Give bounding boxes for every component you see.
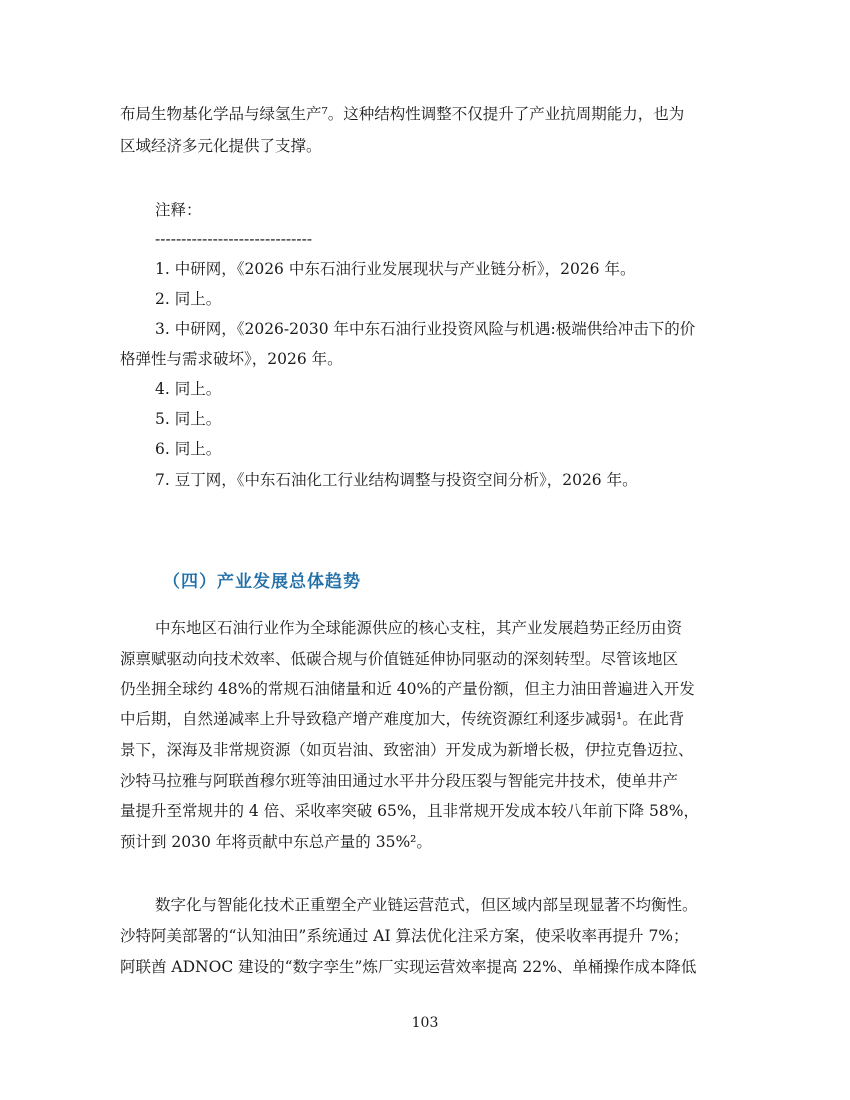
note-item: 1. 中研网，《2026 中东石油行业发展现状与产业链分析》，2026 年。 bbox=[155, 260, 636, 278]
paragraph-line: 阿联酋 ADNOC 建设的“数字孪生”炼厂实现运营效率提高 22%、单桶操作成本降低 bbox=[120, 958, 697, 976]
note-item: 7. 豆丁网，《中东石油化工行业结构调整与投资空间分析》，2026 年。 bbox=[155, 471, 638, 489]
note-item: 4. 同上。 bbox=[155, 380, 222, 398]
section-title: （四）产业发展总体趋势 bbox=[163, 572, 361, 592]
notes-divider: ------------------------------ bbox=[155, 230, 313, 248]
note-item: 6. 同上。 bbox=[155, 440, 222, 458]
paragraph-line: 数字化与智能化技术正重塑全产业链运营范式，但区域内部呈现显著不均衡性。 bbox=[155, 896, 698, 914]
note-item: 2. 同上。 bbox=[155, 290, 222, 308]
paragraph-line: 区域经济多元化提供了支撑。 bbox=[120, 137, 322, 155]
paragraph-line: 中后期，自然递减率上升导致稳产增产难度加大，传统资源红利逐步减弱¹。在此背 bbox=[120, 710, 685, 728]
note-item: 3. 中研网，《2026-2030 年中东石油行业投资风险与机遇:极端供给冲击下的价 bbox=[155, 320, 696, 338]
note-item-continuation: 格弹性与需求破坏》，2026 年。 bbox=[120, 350, 343, 368]
notes-heading: 注释： bbox=[155, 201, 202, 219]
note-item: 5. 同上。 bbox=[155, 410, 222, 428]
paragraph-line: 沙特马拉雅与阿联酋穆尔班等油田通过水平井分段压裂与智能完井技术，使单井产 bbox=[120, 772, 679, 790]
paragraph-line: 预计到 2030 年将贡献中东总产量的 35%²。 bbox=[120, 833, 432, 851]
paragraph-line: 仍坐拥全球约 48%的常规石油储量和近 40%的产量份额，但主力油田普遍进入开发 bbox=[120, 680, 695, 698]
page-number: 103 bbox=[411, 1015, 439, 1031]
paragraph-line: 量提升至常规井的 4 倍、采收率突破 65%，且非常规开发成本较八年前下降 58%， bbox=[120, 802, 699, 820]
paragraph-line: 中东地区石油行业作为全球能源供应的核心支柱，其产业发展趋势正经历由资 bbox=[155, 619, 683, 637]
paragraph-line: 源禀赋驱动向技术效率、低碳合规与价值链延伸协同驱动的深刻转型。尽管该地区 bbox=[120, 650, 679, 668]
paragraph-line: 沙特阿美部署的“认知油田”系统通过 AI 算法优化注采方案，使采收率再提升 7%； bbox=[120, 927, 689, 945]
paragraph-line: 景下，深海及非常规资源（如页岩油、致密油）开发成为新增长极，伊拉克鲁迈拉、 bbox=[120, 741, 694, 759]
paragraph-line: 布局生物基化学品与绿氢生产⁷。这种结构性调整不仅提升了产业抗周期能力，也为 bbox=[120, 105, 685, 123]
